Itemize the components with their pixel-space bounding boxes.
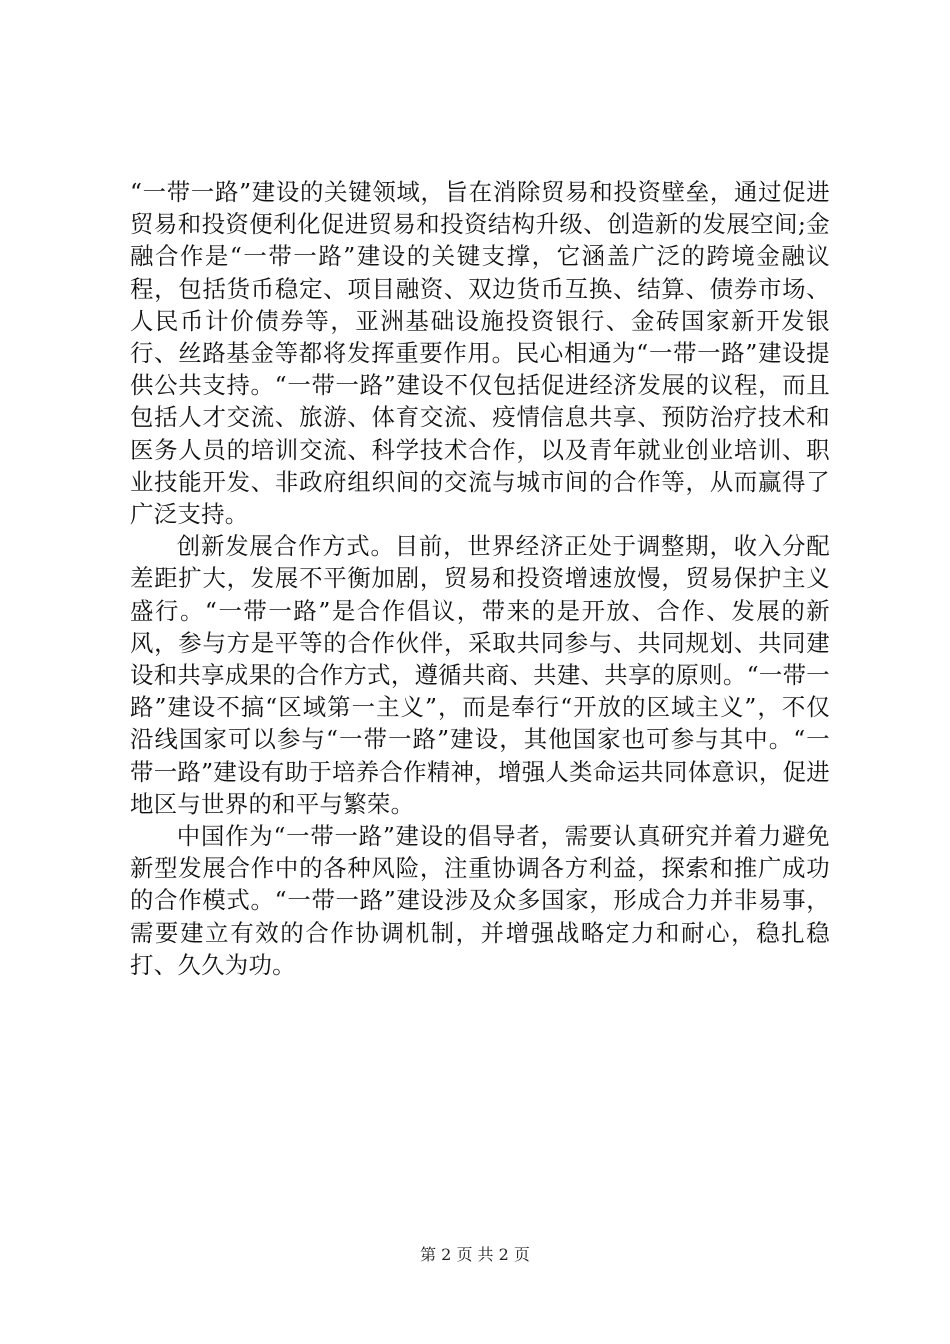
paragraph-3: 中国作为“一带一路”建设的倡导者，需要认真研究并着力避免新型发展合作中的各种风险，注重协调各方利益，探索和推广成功的合作模式。“一带一路”建设涉及众多国家，形成合力并非易事，需要建立有效的合作协调机制，并增强战略定力和耐心，稳扎稳打、久久为功。 <box>130 822 830 979</box>
page-footer <box>0 1244 950 1266</box>
page-number-label: 第 2 页 共 2 页 <box>420 1245 530 1264</box>
document-body <box>130 176 830 981</box>
paragraph-1: “一带一路”建设的关键领域，旨在消除贸易和投资壁垒，通过促进贸易和投资便利化促进贸易和投资结构升级、创造新的发展空间;金融合作是“一带一路”建设的关键支撑，它涵盖广泛的跨境金融议程，包括货币稳定、项目融资、双边货币互换、结算、债券市场、人民币计价债券等，亚洲基础设施投资银行、金砖国家新开发银行、丝路基金等都将发挥重要作用。民心相通为“一带一路”建设提供公共支持。“一带一路”建设不仅包括促进经济发展的议程，而且包括人才交流、旅游、体育交流、疫情信息共享、预防治疗技术和医务人员的培训交流、科学技术合作，以及青年就业创业培训、职业技能开发、非政府组织间的交流与城市间的合作等，从而赢得了广泛支持。 <box>130 178 830 529</box>
paragraph-2: 创新发展合作方式。目前，世界经济正处于调整期，收入分配差距扩大，发展不平衡加剧，贸易和投资增速放慢，贸易保护主义盛行。“一带一路”是合作倡议，带来的是开放、合作、发展的新风，参与方是平等的合作伙伴，采取共同参与、共同规划、共同建设和共享成果的合作方式，遵循共商、共建、共享的原则。“一带一路”建设不搞“区域第一主义”，而是奉行“开放的区域主义”，不仅沿线国家可以参与“一带一路”建设，其他国家也可参与其中。“一带一路”建设有助于培养合作精神，增强人类命运共同体意识，促进地区与世界的和平与繁荣。 <box>130 532 830 818</box>
